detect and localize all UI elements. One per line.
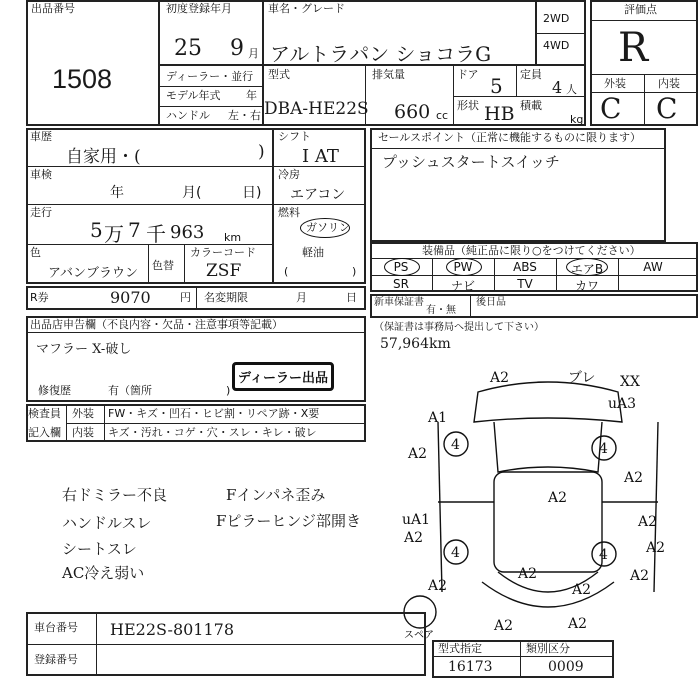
diagram-mark-8: A2	[638, 514, 658, 530]
history-value: 自家用・(	[66, 147, 141, 167]
car-top-outline	[474, 382, 622, 422]
name-change-month: 月	[296, 291, 307, 304]
lot-label: 出品番号	[31, 2, 75, 15]
model-year-label: モデル年式	[166, 89, 221, 102]
interior-grade: C	[656, 92, 678, 125]
equip-pw-circle	[446, 258, 482, 276]
registration-month-suffix: 月	[248, 47, 259, 60]
interior-label: 内装	[658, 77, 680, 90]
car-cabin	[494, 472, 602, 572]
inspection-month: 月(	[182, 185, 202, 201]
shift-value: I AT	[302, 146, 339, 167]
type-spec-label: 型式指定	[438, 642, 482, 655]
aircon-label: 冷房	[278, 168, 300, 181]
diagram-mark-16: A2	[568, 616, 588, 632]
repaint-label: 色替	[152, 259, 174, 272]
color-value: アバンブラウン	[48, 266, 138, 281]
equip-sr: SR	[393, 277, 409, 291]
equip-navi: ナビ	[450, 279, 475, 293]
repair-history-close: )	[226, 384, 231, 397]
inspector-interior-items: キズ・汚れ・コゲ・穴・スレ・キレ・破レ	[108, 426, 317, 439]
equip-tv: TV	[517, 277, 533, 291]
shift-label: シフト	[278, 130, 311, 143]
name-grade-label: 車名・グレード	[268, 2, 345, 15]
selling-points-value: プッシュスタートスイッチ	[382, 153, 560, 171]
selling-points-box	[370, 128, 666, 242]
warranty-value: 有・無	[426, 305, 456, 316]
registration-month: 9	[230, 36, 244, 61]
diagram-mark-13: A2	[572, 582, 592, 598]
load-unit: kg	[570, 113, 584, 126]
type-spec-value: 16173	[448, 659, 493, 675]
car-rear	[482, 582, 614, 607]
fuel-diesel: 軽油	[302, 246, 324, 259]
tire-mark-rr: 4	[599, 547, 608, 563]
fuel-gasoline-circle	[300, 218, 350, 238]
inspector-interior-label: 内装	[72, 426, 94, 439]
drive-2wd: 2WD	[543, 12, 570, 25]
note-3: シートスレ	[62, 540, 137, 558]
spare-label: スペア	[404, 630, 434, 641]
repair-history-value: 有（箇所	[108, 384, 152, 397]
diagram-mark-12: A2	[518, 566, 538, 582]
handle-value: 左・右	[228, 109, 261, 122]
capacity-value: 4	[552, 78, 563, 97]
name-change-day: 日	[346, 291, 357, 304]
note-2: ハンドルスレ	[62, 514, 152, 532]
inspector-label-2: 記入欄	[28, 426, 61, 439]
equip-leather: カワ	[574, 279, 599, 293]
note-4: AC冷え弱い	[62, 564, 145, 582]
fuel-paren-open: (	[284, 265, 289, 278]
diagram-mark-10: A2	[404, 530, 424, 546]
vehicle-diagram	[398, 362, 698, 642]
note-6: Fピラーヒンジ部開き	[216, 512, 362, 530]
class-code-value: 0009	[548, 659, 584, 675]
evaluation-label: 評価点	[624, 3, 657, 16]
diagram-mark-11: A2	[428, 578, 448, 594]
diagram-mark-2: ブレ	[568, 370, 596, 386]
car-hood	[494, 422, 602, 472]
recycle-label: R券	[30, 291, 49, 304]
equip-airbag: エアB	[570, 262, 604, 276]
equip-abs: ABS	[513, 260, 537, 274]
inspector-label-1: 検査員	[28, 407, 61, 420]
recycle-unit: 円	[180, 291, 191, 304]
inspection-year: 年	[110, 185, 124, 201]
inspection-day: 日)	[242, 185, 262, 201]
inspector-exterior-label: 外装	[72, 407, 94, 420]
registration-label: 初度登録年月	[166, 2, 232, 15]
color-label: 色	[30, 246, 41, 259]
inspector-note-label: （保証書は事務局へ提出して下さい）	[374, 322, 544, 333]
mileage-label: 走行	[30, 206, 52, 219]
exterior-grade: C	[600, 92, 622, 125]
doors-label: ドア	[457, 68, 479, 81]
class-code-label: 類別区分	[526, 642, 570, 655]
lot-box	[26, 0, 160, 126]
diagram-mark-9: uA1	[402, 512, 431, 528]
pickup-label: 後日品	[476, 297, 506, 308]
repair-history-label: 修復歴	[38, 384, 71, 397]
equip-aw: AW	[643, 260, 663, 274]
inspector-note-value: 57,964km	[380, 336, 451, 352]
diagram-mark-5: A1	[428, 410, 448, 426]
mileage-man: 5	[90, 218, 103, 242]
color-code-label: カラーコード	[190, 246, 256, 259]
dealer-report-label: 出品店申告欄（不良内容・欠品・注意事項等記載）	[30, 318, 283, 331]
history-label: 車歴	[30, 130, 52, 143]
fuel-label: 燃料	[278, 206, 300, 219]
diagram-mark-15: A2	[494, 618, 514, 634]
shape-label: 形状	[457, 99, 479, 112]
equip-ps: PS	[393, 260, 409, 274]
capacity-label: 定員	[520, 68, 542, 81]
diagram-mark-7: A2	[624, 470, 644, 486]
name-grade-value: アルトラパン ショコラG	[270, 42, 492, 66]
diagram-mark-6: A2	[408, 446, 428, 462]
diagram-mark-14: A2	[630, 568, 650, 584]
note-5: Fインパネ歪み	[226, 486, 326, 504]
load-label: 積載	[520, 99, 542, 112]
chassis-label: 車台番号	[34, 621, 78, 634]
model-year-unit: 年	[246, 89, 257, 102]
tire-mark-fl: 4	[451, 437, 460, 453]
mileage-man-unit: 万	[104, 222, 124, 246]
evaluation-score: R	[618, 25, 649, 71]
warranty-label: 新車保証書	[374, 297, 424, 308]
fuel-gasoline: ガソリン	[306, 221, 350, 234]
mileage-sen-unit: 千	[146, 222, 166, 246]
chassis-value: HE22S-801178	[110, 620, 235, 639]
equip-ps-circle	[384, 258, 420, 276]
car-left-side	[438, 422, 442, 592]
diagram-mark-18: A2	[548, 490, 568, 506]
inspection-label: 車検	[30, 168, 52, 181]
tire-mark-fr: 4	[599, 441, 608, 457]
exterior-label: 外装	[604, 77, 626, 90]
diagram-mark-1: A2	[490, 370, 510, 386]
shape-value: HB	[484, 103, 515, 125]
diagram-mark-4: uA3	[608, 396, 637, 412]
name-change-label: 名変期限	[204, 291, 248, 304]
handle-label: ハンドル	[166, 109, 210, 122]
diagram-mark-3: XX	[620, 374, 640, 390]
model-value: DBA-HE22S	[264, 99, 369, 119]
mileage-sen: 7	[128, 218, 141, 242]
displacement-label: 排気量	[372, 68, 405, 81]
car-right-side	[654, 422, 658, 592]
inspector-exterior-items: FW・キズ・凹石・ヒビ割・リペア跡・X要	[108, 407, 320, 420]
equipment-label: 装備品（純正品に限り○をつけてください）	[422, 244, 641, 257]
history-close: )	[258, 142, 265, 162]
tire-mark-rl: 4	[451, 545, 460, 561]
aircon-value: エアコン	[290, 187, 346, 203]
displacement-unit: cc	[436, 109, 449, 122]
lot-number: 1508	[52, 64, 113, 94]
fuel-paren-close: )	[352, 265, 357, 278]
color-code: ZSF	[206, 261, 242, 281]
equip-pw: PW	[453, 260, 473, 274]
registration-year: 25	[174, 36, 202, 61]
recycle-value: 9070	[110, 288, 151, 307]
doors-value: 5	[490, 74, 503, 98]
drive-4wd: 4WD	[543, 39, 570, 52]
dealer-stamp: ディーラー出品	[232, 362, 334, 391]
dealer-label: ディーラー・並行	[166, 70, 254, 83]
model-label: 型式	[268, 68, 290, 81]
registration-no-label: 登録番号	[34, 653, 78, 666]
note-1: 右ドミラー不良	[62, 486, 168, 504]
dealer-report-text: マフラー X-破し	[36, 342, 132, 357]
equip-airbag-circle	[566, 258, 608, 276]
mileage-rest: 963	[170, 222, 205, 243]
mileage-unit: km	[224, 231, 242, 244]
selling-points-label: セールスポイント（正常に機能するものに限ります）	[378, 131, 642, 144]
diagram-mark-17: A2	[646, 540, 666, 556]
displacement-value: 660	[394, 101, 431, 123]
capacity-unit: 人	[566, 83, 577, 96]
